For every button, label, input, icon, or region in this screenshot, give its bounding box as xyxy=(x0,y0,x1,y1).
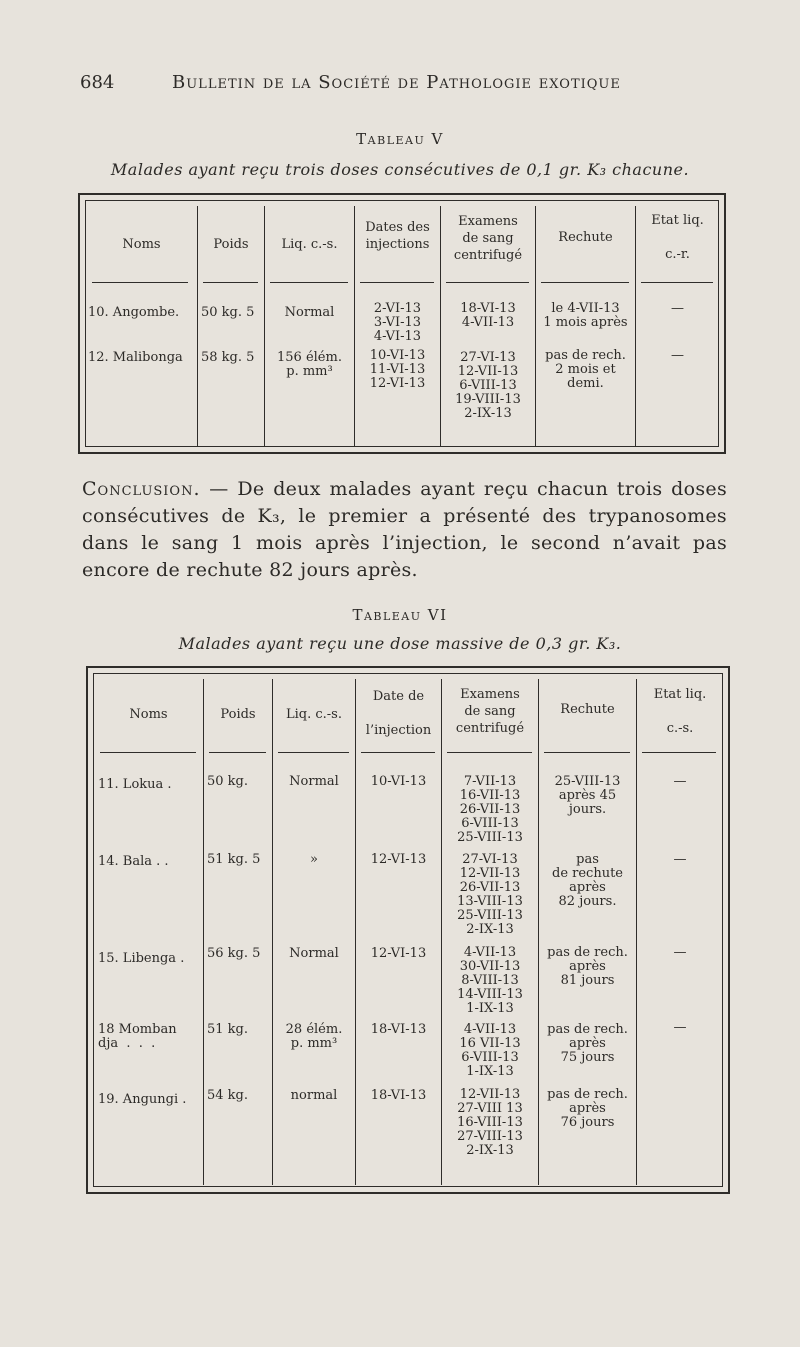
table6-header-rule xyxy=(361,752,435,753)
cell-rechute: pas de rech. après 81 jours xyxy=(547,945,628,988)
table5-header-rule xyxy=(641,282,713,283)
table6-header-rule xyxy=(544,752,630,753)
cell-poids: 56 kg. 5 xyxy=(207,946,261,961)
cell-liq: » xyxy=(310,852,318,867)
table6-header-liq: Liq. c.-s. xyxy=(286,707,342,722)
cell-liq: Normal xyxy=(284,305,335,320)
cell-etat: — xyxy=(673,774,687,789)
table6-col-sep xyxy=(272,679,273,1185)
table5-header-rule xyxy=(446,282,529,283)
table5-header-rule xyxy=(92,282,188,283)
cell-dates: 18-VI-13 xyxy=(370,1022,427,1037)
table5-caption: Malades ayant reçu trois doses consécutives de 0,1 gr. K₃ chacune. xyxy=(110,160,690,179)
cell-etat: — xyxy=(673,1020,687,1035)
table6-header-examens: Examens de sang centrifugé xyxy=(455,687,525,736)
cell-nom: 14. Bala . . xyxy=(98,854,169,869)
table5-header-rule xyxy=(360,282,434,283)
table5-header-rechute: Rechute xyxy=(558,230,613,245)
table5-header-etat: Etat liq. c.-r. xyxy=(651,213,704,262)
cell-nom: 15. Libenga . xyxy=(98,951,185,966)
table6-col-sep xyxy=(203,679,204,1185)
table5-header-rule xyxy=(203,282,258,283)
table6-header-rechute: Rechute xyxy=(560,702,615,717)
cell-rechute: pas de rech. 2 mois et demi. xyxy=(545,348,626,391)
cell-etat: — xyxy=(673,852,687,867)
table5-header-dates: Dates des injections xyxy=(365,220,430,252)
cell-poids: 50 kg. 5 xyxy=(201,305,255,320)
journal-title: Bulletin de la Société de Pathologie exotique xyxy=(172,72,621,93)
table5-header-rule xyxy=(541,282,629,283)
table6-header-rule xyxy=(278,752,349,753)
cell-rechute: 25-VIII-13 après 45 jours. xyxy=(554,774,621,817)
cell-etat: — xyxy=(671,301,684,316)
cell-rechute: pas de rech. après 76 jours xyxy=(547,1087,628,1130)
cell-poids: 50 kg. xyxy=(207,774,249,789)
cell-liq: Normal xyxy=(289,946,339,961)
cell-examens: 4-VII-13 30-VII-13 8-VIII-13 14-VIII-13 1-IX-13 xyxy=(457,945,523,1016)
cell-examens: 12-VII-13 27-VIII 13 16-VIII-13 27-VIII-13 2-IX-13 xyxy=(457,1087,523,1158)
table6-col-sep xyxy=(355,679,356,1185)
cell-liq: Normal xyxy=(289,774,339,789)
cell-nom: 11. Lokua . xyxy=(98,777,172,792)
cell-nom: 19. Angungi . xyxy=(98,1092,187,1107)
cell-examens: 7-VII-13 16-VII-13 26-VII-13 6-VIII-13 25-VIII-13 xyxy=(457,774,523,845)
cell-nom: 10. Angombe. xyxy=(88,305,180,320)
cell-dates: 12-VI-13 xyxy=(370,946,427,961)
table6-header-noms: Noms xyxy=(129,707,168,722)
table5-header-examens: Examens de sang centrifugé xyxy=(453,214,523,263)
cell-dates: 18-VI-13 xyxy=(370,1088,427,1103)
conclusion-paragraph xyxy=(82,476,727,584)
cell-liq: 156 élém. p. mm³ xyxy=(277,350,342,379)
cell-nom: 12. Malibonga xyxy=(88,350,183,365)
table5-header-rule xyxy=(270,282,348,283)
table6-caption: Malades ayant reçu une dose massive de 0,3 gr. K₃. xyxy=(178,634,622,653)
table6-header-poids: Poids xyxy=(220,707,256,722)
cell-rechute: pas de rechute après 82 jours. xyxy=(552,852,623,909)
cell-dates: 2-VI-13 3-VI-13 4-VI-13 xyxy=(373,301,422,344)
cell-rechute: le 4-VII-13 1 mois après xyxy=(543,301,628,330)
table5-header-liq: Liq. c.-s. xyxy=(281,237,338,252)
table6-header-rule xyxy=(447,752,532,753)
cell-examens: 27-VI-13 12-VII-13 26-VII-13 13-VIII-13 25-VIII-13 2-IX-13 xyxy=(457,852,523,937)
table6-title: Tableau VI xyxy=(352,606,448,624)
cell-poids: 58 kg. 5 xyxy=(201,350,255,365)
cell-poids: 54 kg. xyxy=(207,1088,249,1103)
table5-header-poids: Poids xyxy=(213,237,249,252)
conclusion-text: — De deux malades ayant reçu chacun trois doses consécutives de K₃, le premier a présenté des trypanosomes dans le sang 1 mois après l’injection, le second n’avait pas encore de rechute 82 jours après. xyxy=(82,478,727,581)
table5-title: Tableau V xyxy=(356,130,444,148)
table6-header-rule xyxy=(642,752,716,753)
cell-etat: — xyxy=(673,945,687,960)
table6-header-dates: Date de l’injection xyxy=(365,689,432,738)
cell-rechute: pas de rech. après 75 jours xyxy=(547,1022,628,1065)
table6-header-rule xyxy=(100,752,196,753)
cell-nom: 18 Momban dja . . . xyxy=(98,1022,177,1051)
table6-header-etat: Etat liq. c.-s. xyxy=(653,687,707,736)
table6-col-sep xyxy=(636,679,637,1185)
cell-dates: 10-VI-13 xyxy=(370,774,427,789)
cell-poids: 51 kg. xyxy=(207,1022,249,1037)
cell-liq: 28 élém. p. mm³ xyxy=(285,1022,343,1051)
table5-header-noms: Noms xyxy=(122,237,161,252)
cell-poids: 51 kg. 5 xyxy=(207,852,261,867)
table6-header-rule xyxy=(209,752,266,753)
cell-dates: 10-VI-13 11-VI-13 12-VI-13 xyxy=(369,348,426,391)
cell-etat: — xyxy=(671,348,684,363)
cell-liq: normal xyxy=(290,1088,338,1103)
cell-dates: 12-VI-13 xyxy=(370,852,427,867)
page-number: 684 xyxy=(80,72,115,93)
cell-examens: 4-VII-13 16 VII-13 6-VIII-13 1-IX-13 xyxy=(459,1022,521,1079)
cell-examens: 27-VI-13 12-VII-13 6-VIII-13 19-VIII-13 2-IX-13 xyxy=(455,350,521,421)
cell-examens: 18-VI-13 4-VII-13 xyxy=(460,301,516,330)
conclusion-lead: Conclusion. xyxy=(82,478,201,500)
